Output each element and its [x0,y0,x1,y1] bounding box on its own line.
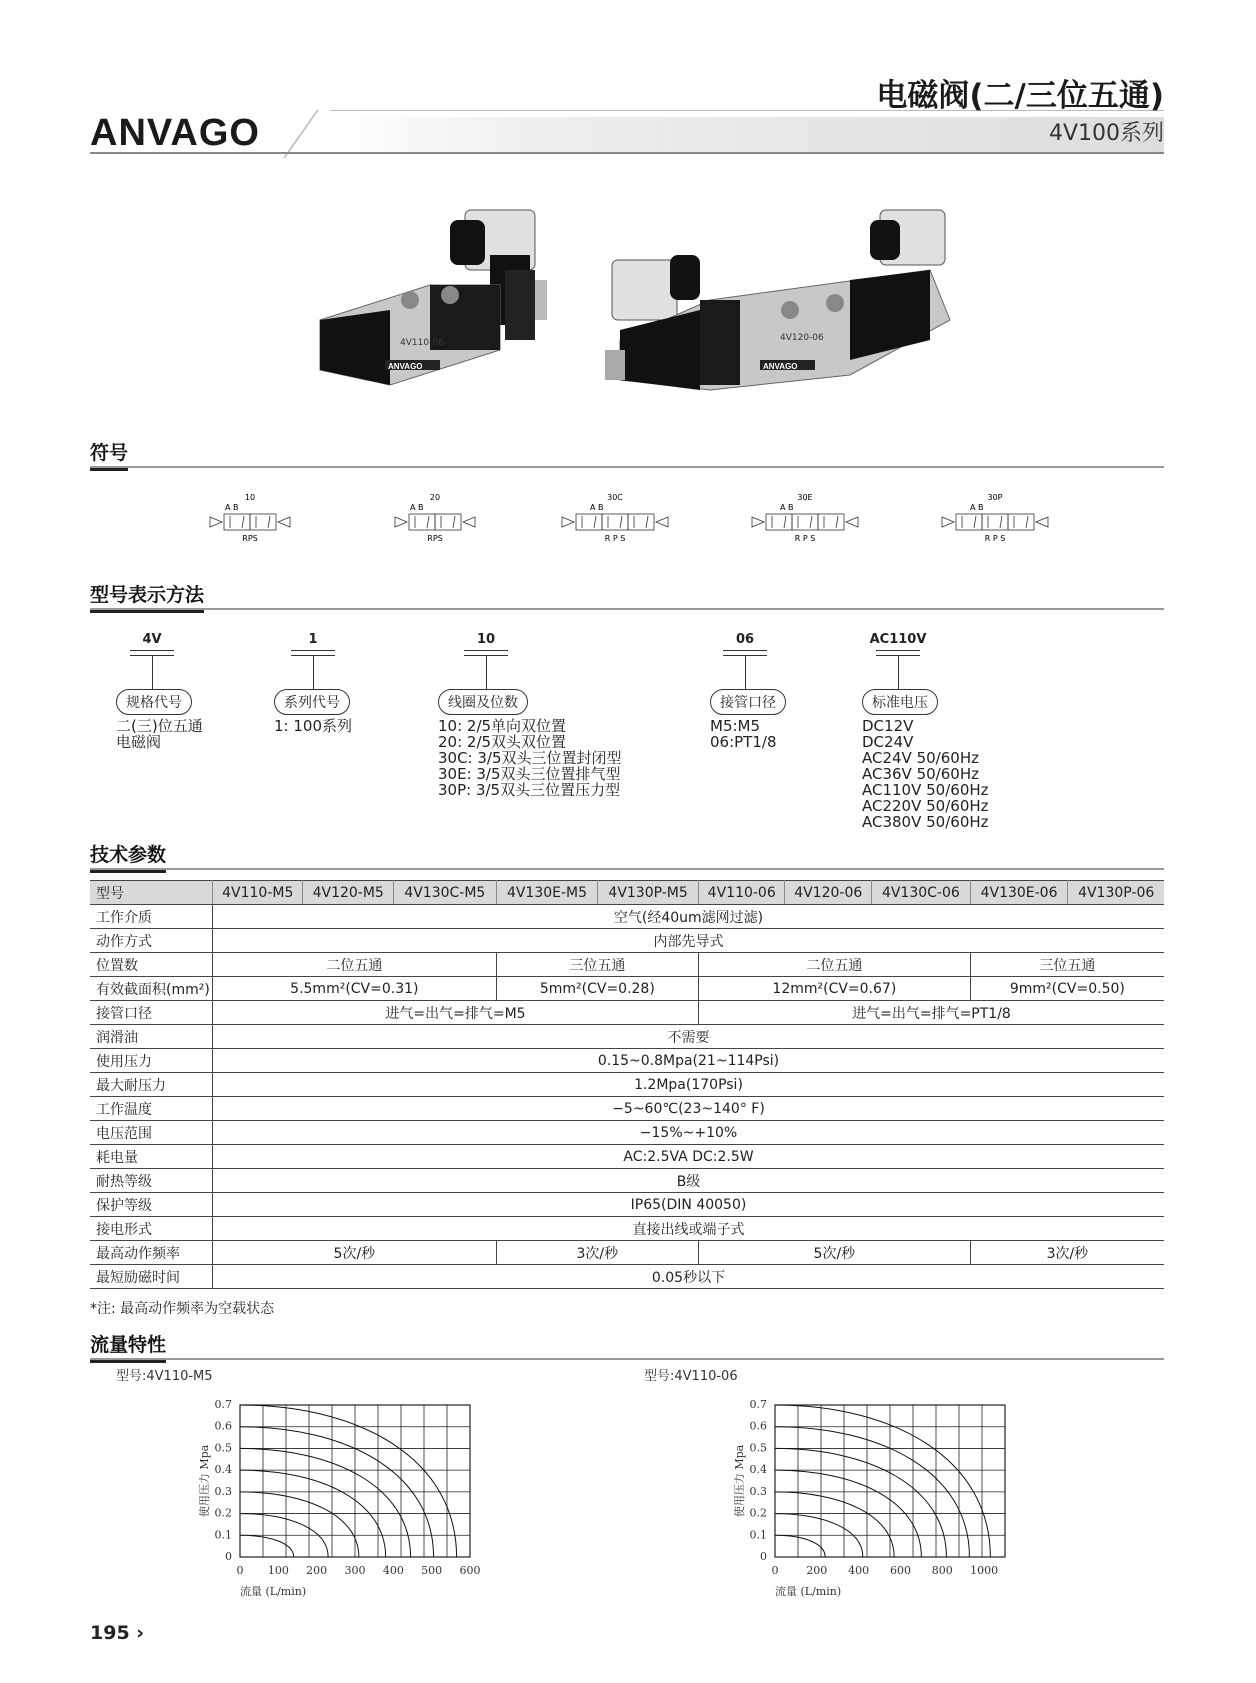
row-value: 1.2Mpa(170Psi) [213,1073,1165,1097]
model-code-0: 4V [142,632,162,647]
row-value: 3次/秒 [970,1241,1164,1265]
table-row [90,1217,1164,1241]
valve-symbol-30C [545,492,685,552]
header-slash [283,110,319,158]
x-tick-label: 800 [931,1564,953,1577]
header-band [330,117,1164,153]
valve-symbol-30P [925,492,1065,552]
model-code-connector [152,655,153,691]
model-code-label: 接管口径 [710,689,786,715]
model-code-label: 线圈及位数 [438,689,528,715]
model-code-connector [486,655,487,691]
chart-title-2: 型号:4V110-06 [644,1369,738,1384]
page-title: 电磁阀(二/三位五通) [876,78,1164,114]
y-tick-label: 0.3 [749,1484,767,1498]
symbol-ports-top: A B [970,503,984,512]
symbol-ports-bottom: R P S [794,534,816,543]
row-value: 5次/秒 [698,1241,970,1265]
symbol-code: 30E [797,493,813,502]
y-tick-label: 0.2 [214,1506,232,1520]
row-value: 5次/秒 [213,1241,497,1265]
y-tick-label: 0.6 [214,1419,232,1433]
row-key: 动作方式 [90,929,213,953]
symbol-code: 30P [987,493,1003,502]
row-key: 位置数 [90,953,213,977]
table-header-model: 4V130E-M5 [496,881,598,905]
flow-curve-0 [775,1535,825,1557]
x-tick-label: 1000 [970,1564,999,1577]
table-row [90,1073,1164,1097]
y-tick-label: 0.4 [214,1463,232,1477]
row-key: 工作介质 [90,905,213,929]
symbol-code: 20 [429,493,441,502]
chart-title-1: 型号:4V110-M5 [116,1369,213,1384]
table-header-model: 4V130C-06 [871,881,970,905]
section-model-code: 型号表示方法 [90,580,1164,610]
table-header-key: 型号 [90,881,213,905]
x-tick-label: 500 [421,1564,443,1577]
x-tick-label: 600 [459,1564,481,1577]
product-image-right [600,200,980,410]
table-row [90,1265,1164,1289]
table-header-model: 4V110-M5 [213,881,303,905]
y-tick-label: 0.5 [214,1441,232,1455]
flow-curve-4 [240,1448,411,1557]
model-code-description: 10: 2/5单向双位置 20: 2/5双头双位置 30C: 3/5双头三位置封闭型 30E: 3/5双头三位置排气型 30P: 3/5双头三位置压力型 [438,717,622,799]
table-header-model: 4V120-06 [785,881,872,905]
valve-symbol-20 [365,492,505,552]
model-code-description: 二(三)位五通 电磁阀 [116,717,203,751]
brand-logo: ANVAGO [90,112,260,154]
row-value: 三位五通 [496,953,698,977]
page-subtitle: 4V100系列 [1048,121,1164,146]
symbol-ports-top: A B [225,503,239,512]
model-code-label: 规格代号 [116,689,192,715]
y-tick-label: 0.5 [749,1441,767,1455]
y-tick-label: 0 [225,1550,232,1563]
section-symbols: 符号 [90,438,1164,468]
row-value: −5~60℃(23~140° F) [213,1097,1165,1121]
model-code-description: DC12V DC24V AC24V 50/60Hz AC36V 50/60Hz AC110V 50/60Hz AC220V 50/60Hz AC380V 50/60Hz [862,717,989,831]
x-tick-label: 400 [382,1564,404,1577]
row-value: 三位五通 [970,953,1164,977]
table-row [90,1169,1164,1193]
y-tick-label: 0.7 [749,1398,767,1411]
table-header-model: 4V120-M5 [303,881,393,905]
row-key: 工作温度 [90,1097,213,1121]
table-row [90,1193,1164,1217]
model-code-4: AC110V [869,632,927,647]
table-row [90,905,1164,929]
row-key: 电压范围 [90,1121,213,1145]
table-row [90,1145,1164,1169]
model-code-3: 06 [735,632,755,647]
model-code-label: 标准电压 [862,689,938,715]
row-value: 内部先导式 [213,929,1165,953]
table-header-model: 4V130P-M5 [598,881,699,905]
table-row [90,1241,1164,1265]
symbol-ports-top: A B [590,503,604,512]
table-row [90,1121,1164,1145]
y-axis-label: 使用压力 Mpa [198,1444,211,1518]
row-value: 二位五通 [213,953,497,977]
row-value: 不需要 [213,1025,1165,1049]
y-tick-label: 0.6 [749,1419,767,1433]
y-tick-label: 0.1 [749,1528,767,1542]
flow-curve-2 [240,1492,359,1557]
row-value: −15%~+10% [213,1121,1165,1145]
table-row [90,1001,1164,1025]
model-code-connector [898,655,899,691]
x-tick-label: 0 [236,1564,244,1577]
row-value: 5.5mm²(CV=0.31) [213,977,497,1001]
model-code-1: 1 [308,632,318,647]
model-code-connector [313,655,314,691]
table-header-model: 4V130E-06 [970,881,1068,905]
y-tick-label: 0.1 [214,1528,232,1542]
spec-table [90,880,1164,1289]
model-code-label: 系列代号 [274,689,350,715]
valve-symbol-10 [180,492,320,552]
model-code-connector [745,655,746,691]
flow-chart-1 [200,1390,540,1610]
symbol-ports-top: A B [410,503,424,512]
row-value: 12mm²(CV=0.67) [698,977,970,1001]
symbol-code: 10 [244,493,256,502]
row-key: 使用压力 [90,1049,213,1073]
table-row [90,929,1164,953]
x-tick-label: 100 [267,1564,289,1577]
svg-text:4V110-06: 4V110-06 [400,338,444,348]
row-key: 接电形式 [90,1217,213,1241]
table-row [90,1025,1164,1049]
row-value: AC:2.5VA DC:2.5W [213,1145,1165,1169]
row-key: 有效截面积(mm²) [90,977,213,1001]
valve-symbol-30E [735,492,875,552]
x-tick-label: 300 [344,1564,366,1577]
model-code-2: 10 [476,632,496,647]
symbol-ports-top: A B [780,503,794,512]
x-tick-label: 600 [889,1564,911,1577]
row-value: 直接出线或端子式 [213,1217,1165,1241]
row-key: 接管口径 [90,1001,213,1025]
section-tech: 技术参数 [90,840,1164,870]
row-value: 进气=出气=排气=M5 [213,1001,699,1025]
y-tick-label: 0.2 [749,1506,767,1520]
table-header-model: 4V110-06 [698,881,785,905]
flow-chart-2 [735,1390,1075,1610]
x-tick-label: 0 [771,1564,779,1577]
row-key: 最高动作频率 [90,1241,213,1265]
model-code-description: M5:M5 06:PT1/8 [710,717,777,751]
svg-text:4V120-06: 4V120-06 [780,333,824,343]
symbol-code: 30C [607,493,623,502]
row-value: 5mm²(CV=0.28) [496,977,698,1001]
y-tick-label: 0 [760,1550,767,1563]
flow-curve-2 [775,1492,894,1557]
row-value: IP65(DIN 40050) [213,1193,1165,1217]
symbol-ports-bottom: R P S [604,534,626,543]
table-row [90,953,1164,977]
row-key: 最大耐压力 [90,1073,213,1097]
x-tick-label: 200 [306,1564,328,1577]
x-axis-label: 流量 (L/min) [775,1585,842,1598]
row-key: 最短励磁时间 [90,1265,213,1289]
row-value: 空气(经40um滤网过滤) [213,905,1165,929]
row-key: 保护等级 [90,1193,213,1217]
model-code-description: 1: 100系列 [274,717,352,735]
y-tick-label: 0.4 [749,1463,767,1477]
row-key: 耐热等级 [90,1169,213,1193]
x-tick-label: 200 [806,1564,828,1577]
row-value: B级 [213,1169,1165,1193]
svg-text:ANVAGO: ANVAGO [763,362,798,371]
x-axis-label: 流量 (L/min) [240,1585,307,1598]
row-value: 0.15~0.8Mpa(21~114Psi) [213,1049,1165,1073]
table-row [90,1049,1164,1073]
row-key: 耗电量 [90,1145,213,1169]
symbol-ports-bottom: RPS [242,534,258,543]
flow-curve-4 [775,1448,946,1557]
table-header-model: 4V130P-06 [1068,881,1164,905]
svg-text:ANVAGO: ANVAGO [388,362,423,371]
symbol-ports-bottom: RPS [427,534,443,543]
x-tick-label: 400 [848,1564,870,1577]
symbol-ports-bottom: R P S [984,534,1006,543]
page-number: 195 › [90,1622,145,1644]
y-tick-label: 0.7 [214,1398,232,1411]
row-key: 润滑油 [90,1025,213,1049]
product-image-left [300,200,590,400]
row-value: 3次/秒 [496,1241,698,1265]
table-note: *注: 最高动作频率为空载状态 [90,1301,275,1317]
row-value: 0.05秒以下 [213,1265,1165,1289]
row-value: 9mm²(CV=0.50) [970,977,1164,1001]
row-value: 二位五通 [698,953,970,977]
table-header-model: 4V130C-M5 [393,881,496,905]
section-flow: 流量特性 [90,1330,1164,1360]
row-value: 进气=出气=排气=PT1/8 [698,1001,1164,1025]
table-row [90,977,1164,1001]
y-axis-label: 使用压力 Mpa [733,1444,746,1518]
table-row [90,1097,1164,1121]
y-tick-label: 0.3 [214,1484,232,1498]
